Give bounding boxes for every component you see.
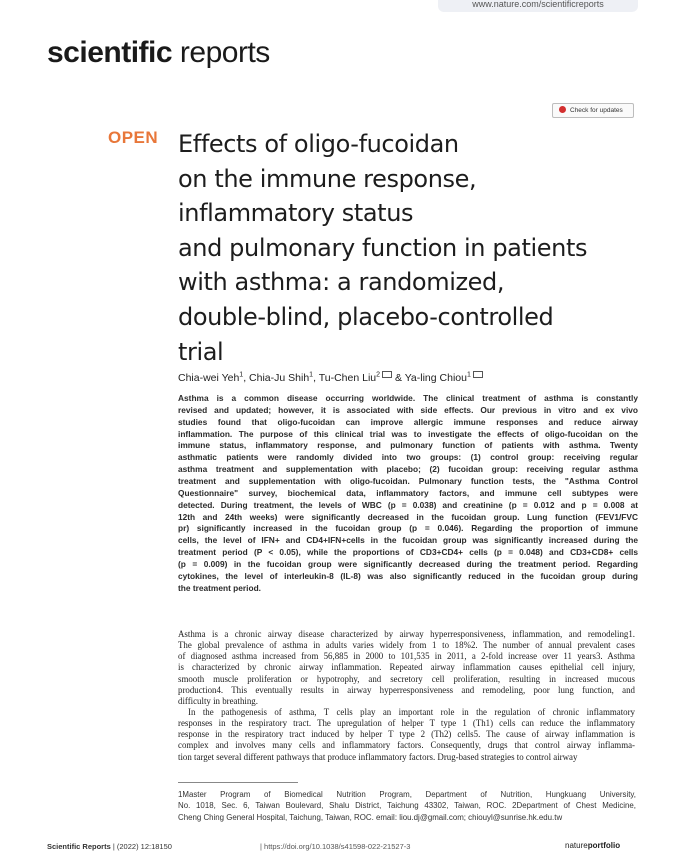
- author-separator: ,: [243, 372, 250, 384]
- title-line: inflammatory status: [178, 199, 414, 228]
- author-separator: ,: [313, 372, 319, 384]
- author-separator: &: [392, 372, 405, 384]
- text-line: asthma treatment and supplementation with placebo; (2) fucoidan group: receiving regular asthma: [178, 464, 638, 475]
- affiliations: [178, 789, 636, 823]
- text-line: inflammation. The purpose of this clinical trial was to investigate the effects of oligo-fucoidan on the: [178, 428, 638, 439]
- title-line: on the immune response,: [178, 164, 477, 193]
- author-name[interactable]: Tu-Chen Liu: [318, 372, 377, 384]
- check-for-updates-button[interactable]: [552, 103, 634, 118]
- article-title: [178, 127, 648, 369]
- open-access-label: OPEN: [108, 128, 159, 147]
- email-icon[interactable]: [473, 371, 483, 378]
- author-list: [178, 371, 483, 384]
- text-line: Cheng Ching General Hospital, Taichung, Taiwan, ROC. email: liou.dj@gmail.com; chiouyl@sunrise.hk.edu.tw: [178, 812, 563, 822]
- footnote-divider: [178, 782, 298, 783]
- update-badge-icon: [559, 106, 566, 113]
- email-icon[interactable]: [382, 371, 392, 378]
- author-affiliation-sup: 2: [376, 371, 381, 379]
- author-affiliation-sup: 1: [466, 371, 471, 379]
- text-line: treatment and supplementation with oligo-fucoidan. Pulmonary function tests, the "Asthma Control: [178, 476, 638, 487]
- title-line: with asthma: a randomized,: [178, 268, 505, 297]
- author-name[interactable]: Chia-wei Yeh: [178, 372, 240, 384]
- page-footer: Scientific Reports | (2022) 12:18150: [47, 842, 172, 851]
- text-line: Asthma is a chronic airway disease characterized by airway hyperresponsiveness, inflammation, and remodeling1.: [178, 629, 635, 639]
- text-line: studies found that oligo-fucoidan can improve allergic immune responses and reduce airway: [178, 416, 638, 427]
- text-line: difficulty in breathing.: [178, 695, 258, 706]
- text-line: The global prevalence of asthma in adults varies widely from 1 to 18%2. The number of annual prevalent cases: [178, 640, 635, 651]
- text-line: treatment period (P < 0.05), while the proportions of CD3+CD4+ cells (p = 0.048) and CD3+CD8+ cells: [178, 547, 638, 558]
- text-line: complex and involves many cells and inflammatory factors. Consequently, drugs that control airway inflamma-: [178, 740, 635, 751]
- author-name[interactable]: Ya-ling Chiou: [404, 372, 467, 384]
- text-line: Questionnaire" survey, biochemical data, inflammatory factors, and immune cell subtypes were: [178, 487, 638, 498]
- text-line: Asthma is a common disease occurring worldwide. The clinical treatment of asthma is constantly: [178, 393, 638, 403]
- text-line: pr) significantly increased in the fucoidan group (p = 0.046). Regarding the proportion of immune: [178, 523, 638, 534]
- text-line: tion target several different pathways that produce inflammatory factors. Drug-based strategies to control airway: [178, 751, 578, 762]
- abstract: [178, 393, 638, 595]
- text-line: response in the respiratory tract induced by helper T type 2 (Th2) cells5. The cause of airway inflammation is: [178, 729, 635, 740]
- title-line: trial: [178, 337, 224, 366]
- check-for-updates-label: Check for updates: [570, 107, 623, 114]
- text-line: cells, the level of IFN+ and CD4+IFN+cells in the fucoidan group was significantly increased during the: [178, 535, 638, 546]
- author-name[interactable]: Chia-Ju Shih: [249, 372, 310, 384]
- text-line: revised and updated; however, it is associated with side effects. Our previous in vitro and ex vivo: [178, 404, 638, 415]
- text-line: detected. During treatment, the levels of WBC (p = 0.038) and creatinine (p = 0.012 and p = 0.008 at: [178, 499, 638, 510]
- text-line: asthmatic patients were randomly divided into two groups: (1) control group: receiving regular: [178, 452, 638, 463]
- author-affiliation-sup: 1: [309, 371, 314, 379]
- text-line: of diagnosed asthma increased from 56,885 in 2000 to 101,535 in 2011, a 2-fold increase over 11 years3. Asthma: [178, 651, 635, 662]
- title-line: double-blind, placebo-controlled: [178, 302, 554, 331]
- author-affiliation-sup: 1: [239, 371, 244, 379]
- text-line: (p = 0.009) in the fucoidan group were significantly decreased during the treatment period. Regarding: [178, 559, 638, 570]
- journal-logo-light: reports: [179, 36, 270, 69]
- text-line: smooth muscle proliferation or hypotrophy, and secretory cell proliferation, resulting in increased mucous: [178, 673, 635, 684]
- text-line: 1Master Program of Biomedical Nutrition Program, Department of Nutrition, Hungkuang University,: [178, 790, 636, 799]
- footer-doi-link[interactable]: | https://doi.org/10.1038/s41598-022-21527-3: [260, 842, 411, 851]
- text-line: In the pathogenesis of asthma, T cells play an important role in the regulation of chronic inflammatory: [188, 706, 635, 717]
- journal-url-tab[interactable]: www.nature.com/scientificreports: [438, 0, 638, 12]
- journal-logo-bold: scientific: [47, 36, 173, 69]
- introduction-text: [178, 629, 635, 763]
- title-line: Effects of oligo-fucoidan: [178, 130, 459, 158]
- publisher-logo: [565, 841, 620, 850]
- text-line: is characterized by chronic airway inflammation. Repeated airway inflammation causes epithelial cell injury,: [178, 662, 635, 673]
- text-line: cytokines, the level of interleukin-8 (IL-8) was also significantly reduced in the fucoidan group during: [178, 570, 638, 581]
- text-line: 12th and 24th weeks) were significantly decreased in the fucoidan group. Lung function (FEV1/FVC: [178, 511, 638, 522]
- publisher-bold: portfolio: [587, 841, 621, 850]
- text-line: production4. This eventually results in airway hyperresponsiveness and remodeling, poor lung function, and: [178, 684, 635, 695]
- text-line: the treatment period.: [178, 582, 261, 593]
- text-line: No. 1018, Sec. 6, Taiwan Boulevard, Shalu District, Taichung 43302, Taiwan, ROC. 2Department of Chest Medicine,: [178, 801, 636, 811]
- footer-doi[interactable]: https://doi.org/10.1038/s41598-022-21527-3: [264, 842, 411, 851]
- publisher-light: nature: [565, 841, 588, 850]
- title-line: and pulmonary function in patients: [178, 233, 588, 262]
- journal-logo: [47, 36, 270, 70]
- footer-journal: Scientific Reports: [47, 842, 111, 851]
- text-line: immune status, inflammatory response, and pulmonary function of patients with asthma. Twenty: [178, 440, 638, 451]
- text-line: responses in the respiratory tract. The upregulation of helper T type 1 (Th1) cells can reduce the inflammatory: [178, 718, 635, 729]
- footer-citation: (2022) 12:18150: [116, 842, 172, 851]
